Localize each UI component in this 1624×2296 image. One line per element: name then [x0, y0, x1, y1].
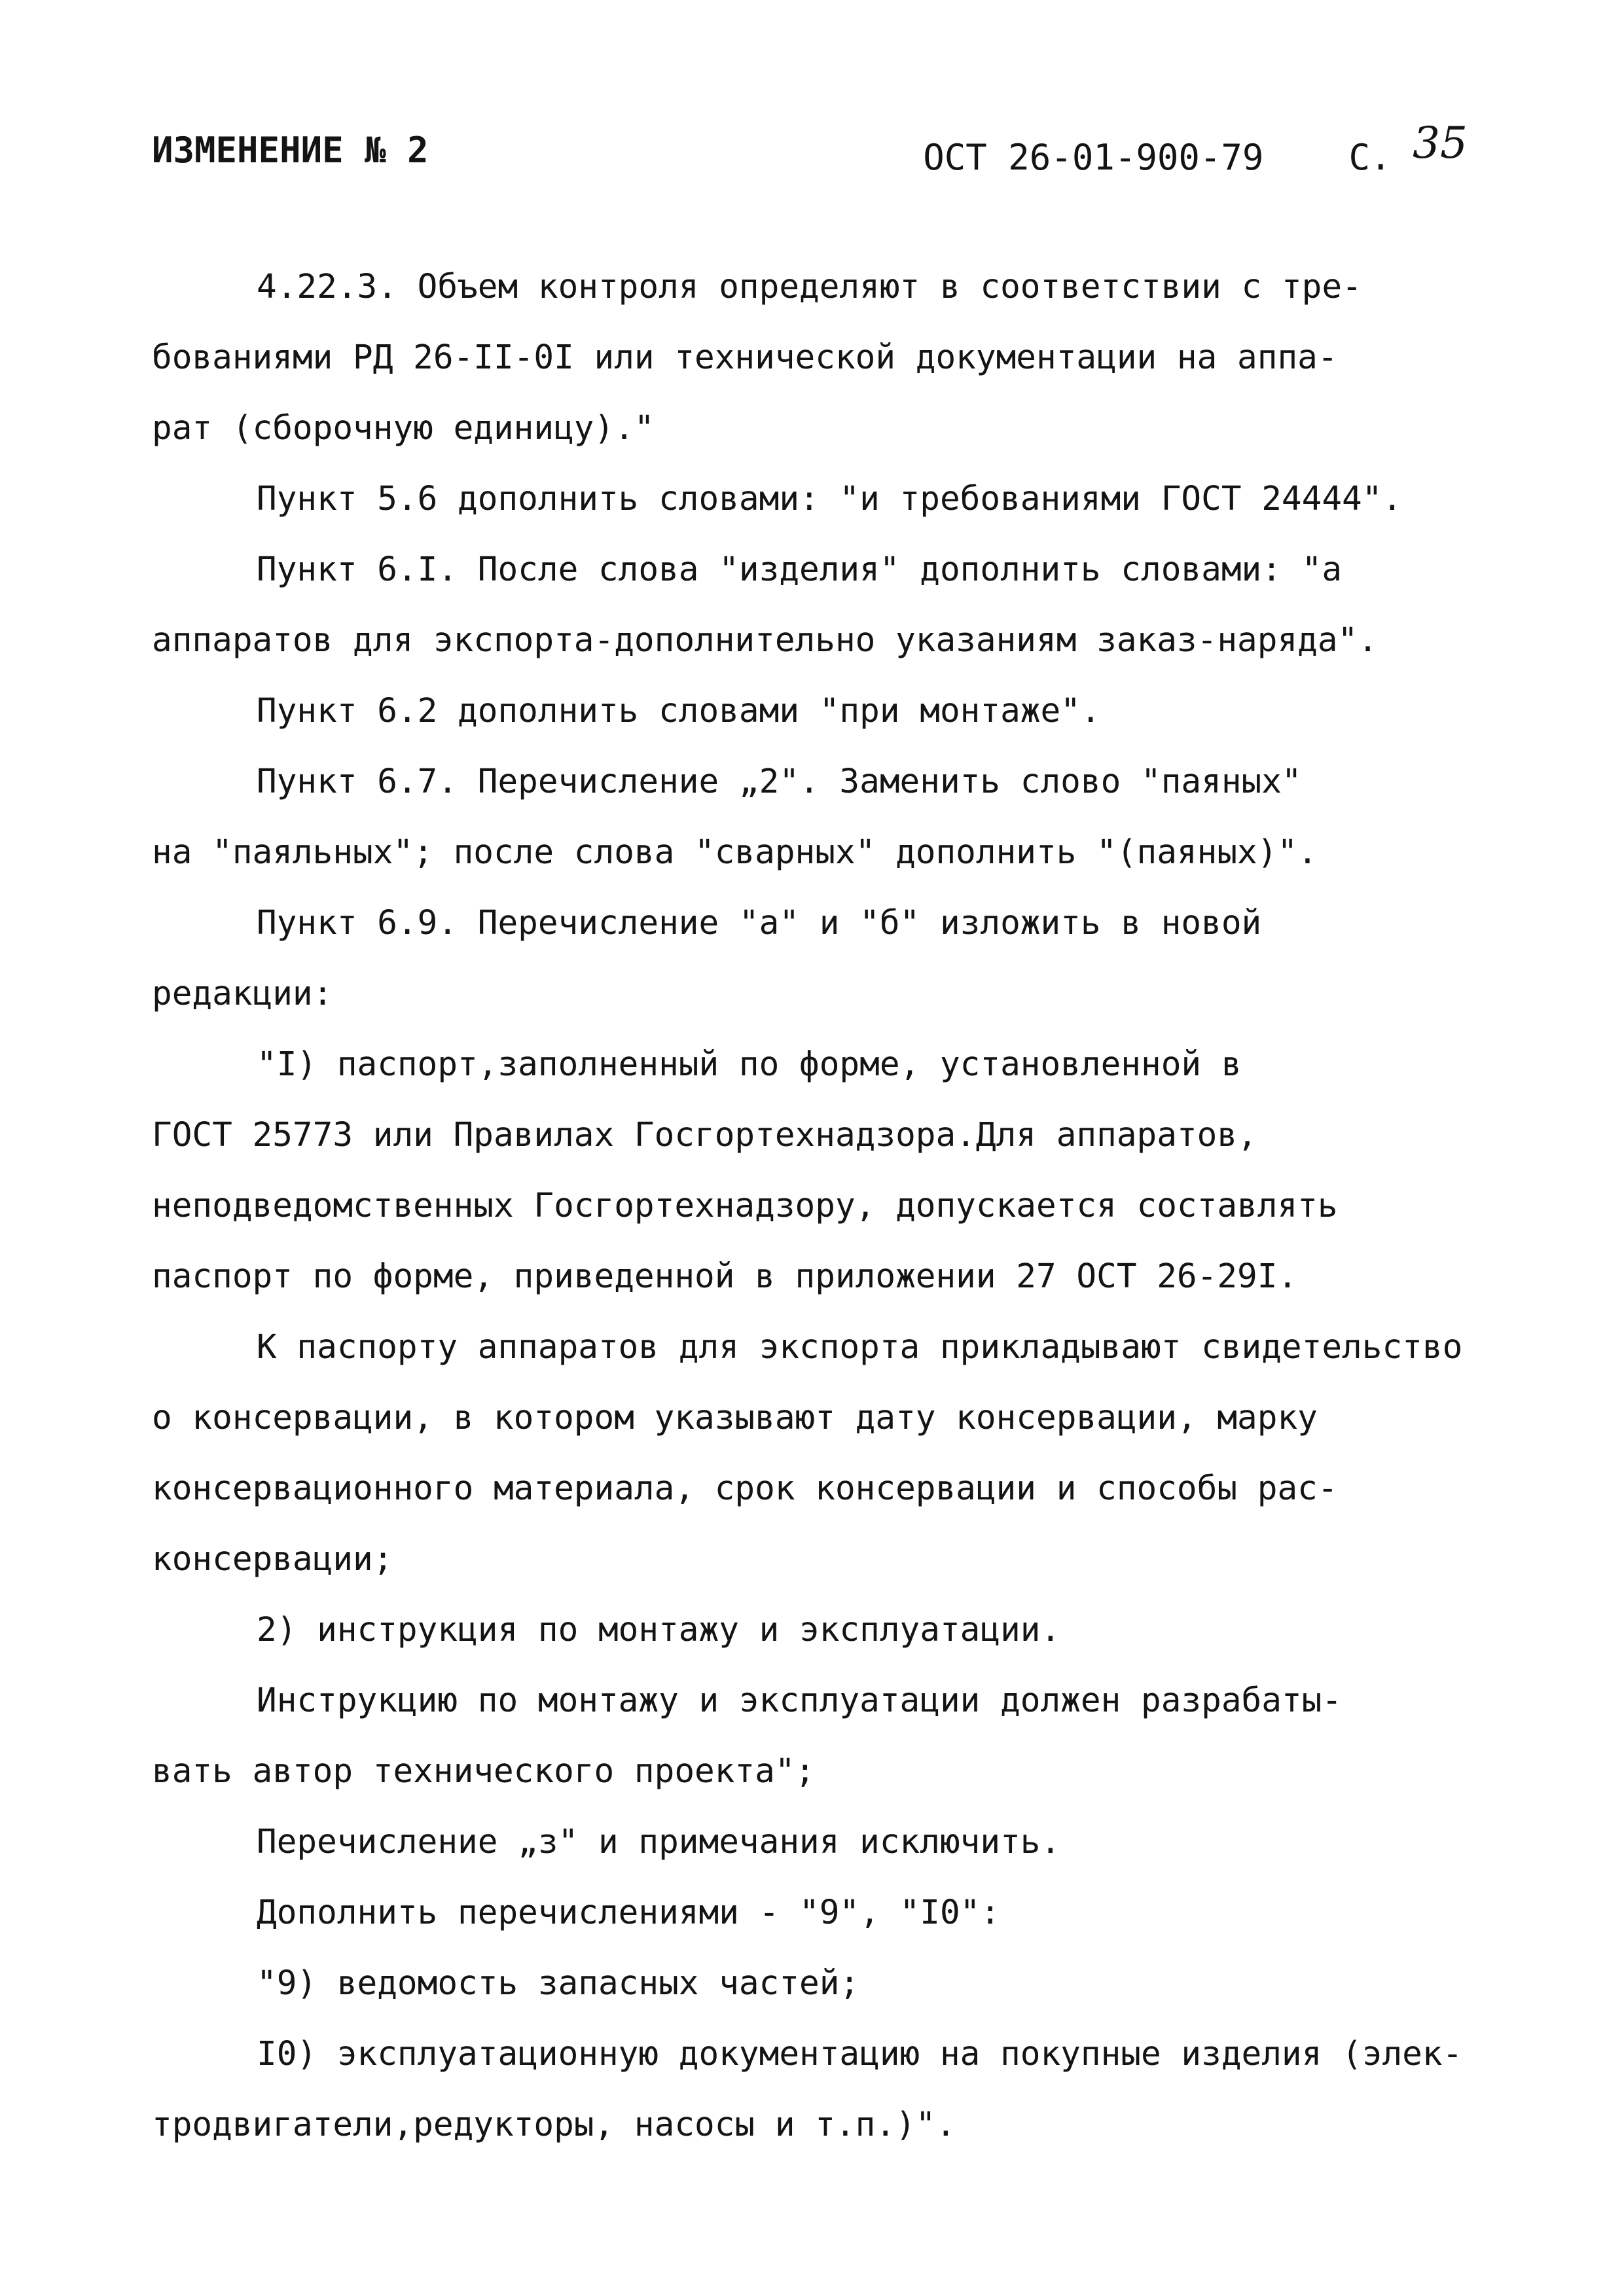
document-body [152, 252, 1559, 2161]
text-line: бованиями РД 26-II-0I или технической документации на аппа- [152, 338, 1338, 377]
text-line: Пункт 6.2 дополнить словами "при монтаже". [257, 692, 1101, 730]
header-right [923, 118, 1468, 180]
text-line: 4.22.3. Объем контроля определяют в соответствии с тре- [257, 268, 1362, 306]
text-line: К паспорту аппаратов для экспорта прикладывают свидетельство [257, 1328, 1463, 1367]
page-prefix: С. [1348, 137, 1392, 178]
text-line: о консервации, в котором указывают дату консервации, марку [152, 1399, 1318, 1437]
text-line: "I) паспорт,заполненный по форме, установленной в [257, 1045, 1242, 1084]
text-line: Пункт 6.7. Перечисление „2". Заменить слово "паяных" [257, 762, 1302, 801]
text-line: аппаратов для экспорта-дополнительно указаниям заказ-наряда". [152, 621, 1378, 660]
text-line: тродвигатели,редукторы, насосы и т.п.)". [152, 2106, 956, 2144]
text-line: Пункт 6.9. Перечисление "а" и "б" изложить в новой [257, 904, 1262, 942]
page-number: 35 [1413, 118, 1468, 168]
text-line: редакции: [152, 975, 333, 1013]
text-line: Пункт 6.I. После слова "изделия" дополнить словами: "а [257, 550, 1343, 589]
text-line: Инструкцию по монтажу и эксплуатации должен разрабаты- [257, 1681, 1343, 1720]
text-line: на "паяльных"; после слова "сварных" дополнить "(паяных)". [152, 833, 1318, 872]
change-label: ИЗМЕНЕНИЕ № 2 [152, 130, 429, 171]
text-line: неподведомственных Госгортехнадзору, допускается составлять [152, 1187, 1338, 1225]
text-line: Дополнить перечислениями - "9", "I0": [257, 1893, 1001, 1932]
text-line: Пункт 5.6 дополнить словами: "и требованиями ГОСТ 24444". [257, 480, 1403, 518]
text-line: рат (сборочную единицу)." [152, 409, 655, 448]
text-line: консервации; [152, 1540, 393, 1579]
text-line: "9) ведомость запасных частей; [257, 1964, 860, 2003]
standard-code: ОСТ 26-01-900-79 [923, 137, 1264, 178]
page-header [152, 118, 1468, 177]
text-line: консервационного материала, срок консервации и способы рас- [152, 1469, 1338, 1508]
text-line: паспорт по форме, приведенной в приложении 27 ОСТ 26-29I. [152, 1257, 1298, 1296]
text-line: 2) инструкция по монтажу и эксплуатации. [257, 1611, 1061, 1649]
text-line: Перечисление „з" и примечания исключить. [257, 1823, 1061, 1861]
text-line: ГОСТ 25773 или Правилах Госгортехнадзора.Для аппаратов, [152, 1116, 1257, 1155]
text-line: вать автор технического проекта"; [152, 1752, 816, 1791]
text-line: I0) эксплуатационную документацию на покупные изделия (элек- [257, 2035, 1463, 2073]
